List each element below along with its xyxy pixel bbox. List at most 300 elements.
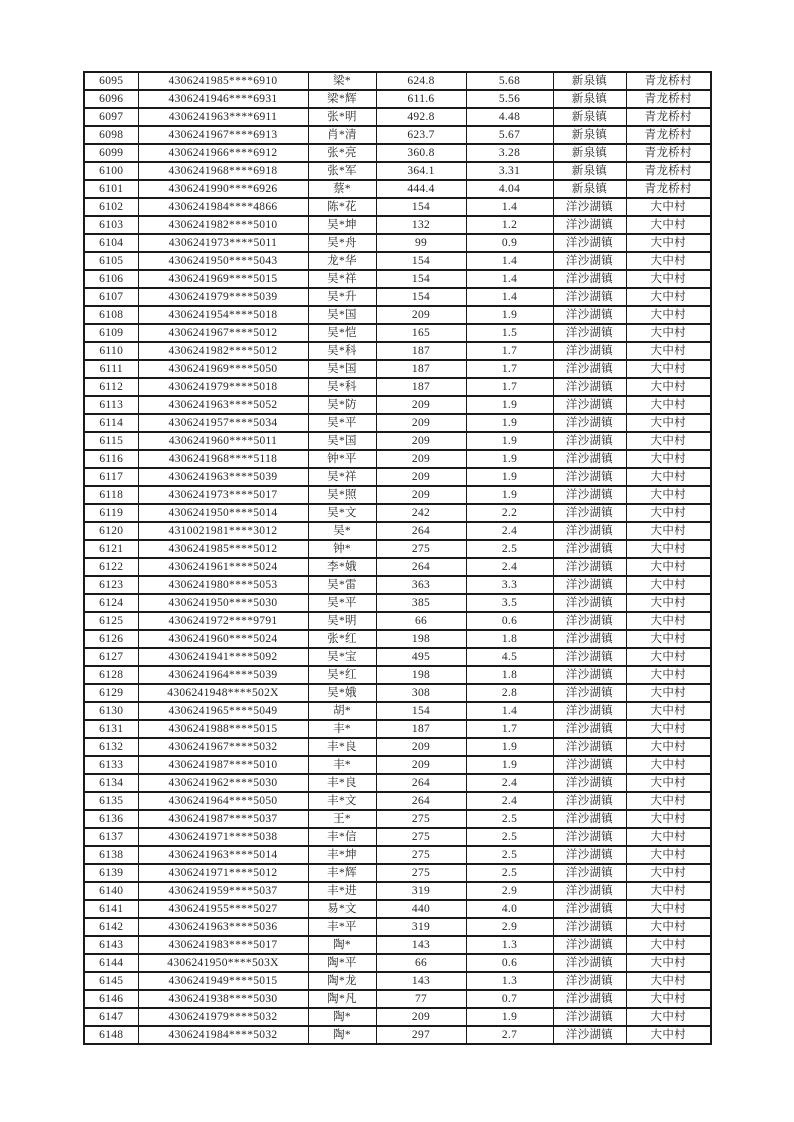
cell-seq: 6136 <box>84 810 138 828</box>
cell-seq: 6095 <box>84 72 138 90</box>
cell-amount: 198 <box>376 630 466 648</box>
table-row <box>84 1008 711 1026</box>
cell-village: 大中村 <box>626 288 711 306</box>
cell-village: 大中村 <box>626 612 711 630</box>
cell-name: 吴*科 <box>308 342 376 360</box>
cell-name: 梁*辉 <box>308 90 376 108</box>
table-row <box>84 468 711 486</box>
cell-seq: 6143 <box>84 936 138 954</box>
cell-town: 新泉镇 <box>553 108 626 126</box>
table-row <box>84 522 711 540</box>
cell-id-number: 4306241967****5012 <box>138 324 308 342</box>
cell-area: 1.8 <box>466 630 553 648</box>
table-row <box>84 162 711 180</box>
cell-id-number: 4306241938****5030 <box>138 990 308 1008</box>
cell-id-number: 4306241969****5050 <box>138 360 308 378</box>
cell-village: 大中村 <box>626 432 711 450</box>
cell-village: 大中村 <box>626 234 711 252</box>
cell-seq: 6118 <box>84 486 138 504</box>
cell-id-number: 4306241948****502X <box>138 684 308 702</box>
cell-village: 大中村 <box>626 324 711 342</box>
cell-amount: 209 <box>376 414 466 432</box>
cell-amount: 275 <box>376 828 466 846</box>
cell-seq: 6120 <box>84 522 138 540</box>
cell-area: 2.8 <box>466 684 553 702</box>
table-row <box>84 666 711 684</box>
cell-name: 吴* <box>308 522 376 540</box>
cell-seq: 6148 <box>84 1026 138 1044</box>
cell-name: 吴*娥 <box>308 684 376 702</box>
cell-seq: 6133 <box>84 756 138 774</box>
cell-seq: 6130 <box>84 702 138 720</box>
cell-town: 洋沙湖镇 <box>553 864 626 882</box>
cell-amount: 154 <box>376 288 466 306</box>
cell-amount: 154 <box>376 198 466 216</box>
cell-village: 大中村 <box>626 576 711 594</box>
table-row <box>84 504 711 522</box>
cell-id-number: 4306241979****5018 <box>138 378 308 396</box>
cell-amount: 209 <box>376 486 466 504</box>
cell-id-number: 4306241955****5027 <box>138 900 308 918</box>
table-row <box>84 270 711 288</box>
table-row <box>84 594 711 612</box>
cell-area: 1.9 <box>466 396 553 414</box>
cell-seq: 6123 <box>84 576 138 594</box>
cell-area: 1.9 <box>466 756 553 774</box>
cell-id-number: 4306241982****5012 <box>138 342 308 360</box>
cell-id-number: 4306241963****5014 <box>138 846 308 864</box>
cell-village: 大中村 <box>626 1026 711 1044</box>
cell-name: 丰*文 <box>308 792 376 810</box>
cell-town: 洋沙湖镇 <box>553 540 626 558</box>
cell-seq: 6108 <box>84 306 138 324</box>
cell-amount: 66 <box>376 954 466 972</box>
cell-name: 丰*辉 <box>308 864 376 882</box>
table-row <box>84 432 711 450</box>
cell-amount: 209 <box>376 1008 466 1026</box>
cell-amount: 624.8 <box>376 72 466 90</box>
cell-amount: 275 <box>376 540 466 558</box>
cell-id-number: 4306241982****5010 <box>138 216 308 234</box>
cell-village: 大中村 <box>626 990 711 1008</box>
cell-town: 新泉镇 <box>553 144 626 162</box>
cell-name: 易*文 <box>308 900 376 918</box>
cell-town: 新泉镇 <box>553 126 626 144</box>
table-row <box>84 648 711 666</box>
cell-town: 洋沙湖镇 <box>553 594 626 612</box>
table-row <box>84 972 711 990</box>
cell-village: 青龙桥村 <box>626 108 711 126</box>
cell-name: 吴*雷 <box>308 576 376 594</box>
cell-amount: 275 <box>376 864 466 882</box>
cell-village: 大中村 <box>626 702 711 720</box>
cell-id-number: 4306241965****5049 <box>138 702 308 720</box>
cell-area: 2.5 <box>466 540 553 558</box>
table-row <box>84 450 711 468</box>
cell-name: 陶* <box>308 1026 376 1044</box>
cell-village: 青龙桥村 <box>626 144 711 162</box>
table-row <box>84 234 711 252</box>
cell-area: 0.6 <box>466 954 553 972</box>
cell-name: 陈*花 <box>308 198 376 216</box>
cell-name: 陶*凡 <box>308 990 376 1008</box>
cell-area: 1.4 <box>466 702 553 720</box>
cell-village: 大中村 <box>626 306 711 324</box>
cell-name: 丰*进 <box>308 882 376 900</box>
cell-seq: 6117 <box>84 468 138 486</box>
cell-village: 大中村 <box>626 684 711 702</box>
cell-town: 洋沙湖镇 <box>553 1008 626 1026</box>
cell-name: 胡* <box>308 702 376 720</box>
cell-amount: 623.7 <box>376 126 466 144</box>
cell-name: 丰* <box>308 756 376 774</box>
table-row <box>84 126 711 144</box>
cell-seq: 6099 <box>84 144 138 162</box>
cell-id-number: 4306241950****5014 <box>138 504 308 522</box>
cell-id-number: 4306241967****6913 <box>138 126 308 144</box>
cell-amount: 308 <box>376 684 466 702</box>
table-row <box>84 774 711 792</box>
cell-id-number: 4306241963****5039 <box>138 468 308 486</box>
cell-seq: 6110 <box>84 342 138 360</box>
cell-amount: 209 <box>376 306 466 324</box>
cell-area: 1.9 <box>466 1008 553 1026</box>
cell-id-number: 4306241979****5039 <box>138 288 308 306</box>
cell-name: 陶* <box>308 936 376 954</box>
cell-seq: 6137 <box>84 828 138 846</box>
cell-village: 大中村 <box>626 468 711 486</box>
cell-amount: 132 <box>376 216 466 234</box>
cell-area: 3.3 <box>466 576 553 594</box>
cell-area: 1.9 <box>466 450 553 468</box>
table-row <box>84 486 711 504</box>
cell-town: 洋沙湖镇 <box>553 234 626 252</box>
cell-id-number: 4306241950****503X <box>138 954 308 972</box>
cell-village: 大中村 <box>626 720 711 738</box>
cell-seq: 6126 <box>84 630 138 648</box>
cell-name: 吴*恺 <box>308 324 376 342</box>
cell-name: 吴*红 <box>308 666 376 684</box>
cell-town: 洋沙湖镇 <box>553 882 626 900</box>
cell-town: 洋沙湖镇 <box>553 558 626 576</box>
table-row <box>84 936 711 954</box>
cell-town: 洋沙湖镇 <box>553 954 626 972</box>
cell-area: 1.4 <box>466 288 553 306</box>
cell-amount: 209 <box>376 432 466 450</box>
cell-village: 大中村 <box>626 666 711 684</box>
cell-seq: 6115 <box>84 432 138 450</box>
cell-seq: 6102 <box>84 198 138 216</box>
cell-seq: 6127 <box>84 648 138 666</box>
table-row <box>84 630 711 648</box>
table-row <box>84 306 711 324</box>
cell-seq: 6135 <box>84 792 138 810</box>
beneficiary-table <box>83 71 712 1045</box>
cell-area: 2.2 <box>466 504 553 522</box>
cell-village: 大中村 <box>626 774 711 792</box>
cell-village: 大中村 <box>626 522 711 540</box>
cell-town: 洋沙湖镇 <box>553 522 626 540</box>
cell-town: 洋沙湖镇 <box>553 972 626 990</box>
cell-name: 张*明 <box>308 108 376 126</box>
cell-id-number: 4306241973****5017 <box>138 486 308 504</box>
cell-id-number: 4306241941****5092 <box>138 648 308 666</box>
cell-id-number: 4306241964****5050 <box>138 792 308 810</box>
table-row <box>84 576 711 594</box>
cell-area: 2.5 <box>466 846 553 864</box>
cell-amount: 165 <box>376 324 466 342</box>
cell-seq: 6129 <box>84 684 138 702</box>
cell-area: 1.7 <box>466 360 553 378</box>
cell-seq: 6101 <box>84 180 138 198</box>
cell-id-number: 4306241990****6926 <box>138 180 308 198</box>
cell-town: 洋沙湖镇 <box>553 252 626 270</box>
cell-amount: 364.1 <box>376 162 466 180</box>
table-row <box>84 342 711 360</box>
cell-town: 洋沙湖镇 <box>553 324 626 342</box>
cell-town: 洋沙湖镇 <box>553 648 626 666</box>
cell-amount: 154 <box>376 252 466 270</box>
cell-id-number: 4306241962****5030 <box>138 774 308 792</box>
cell-id-number: 4306241985****6910 <box>138 72 308 90</box>
cell-area: 1.3 <box>466 972 553 990</box>
cell-village: 大中村 <box>626 486 711 504</box>
cell-name: 吴*文 <box>308 504 376 522</box>
cell-name: 丰*信 <box>308 828 376 846</box>
cell-village: 青龙桥村 <box>626 90 711 108</box>
cell-village: 大中村 <box>626 270 711 288</box>
table-row <box>84 72 711 90</box>
cell-seq: 6134 <box>84 774 138 792</box>
cell-town: 洋沙湖镇 <box>553 630 626 648</box>
cell-area: 3.28 <box>466 144 553 162</box>
cell-name: 吴*舟 <box>308 234 376 252</box>
table-row <box>84 198 711 216</box>
cell-town: 洋沙湖镇 <box>553 756 626 774</box>
cell-town: 洋沙湖镇 <box>553 666 626 684</box>
cell-id-number: 4306241972****9791 <box>138 612 308 630</box>
cell-seq: 6096 <box>84 90 138 108</box>
cell-village: 大中村 <box>626 756 711 774</box>
cell-amount: 209 <box>376 468 466 486</box>
cell-town: 洋沙湖镇 <box>553 774 626 792</box>
cell-village: 大中村 <box>626 864 711 882</box>
cell-name: 吴*祥 <box>308 468 376 486</box>
cell-amount: 143 <box>376 972 466 990</box>
cell-village: 大中村 <box>626 594 711 612</box>
cell-amount: 319 <box>376 918 466 936</box>
cell-amount: 187 <box>376 378 466 396</box>
cell-name: 吴*平 <box>308 414 376 432</box>
table-row <box>84 324 711 342</box>
cell-seq: 6114 <box>84 414 138 432</box>
table-body <box>84 72 711 1044</box>
cell-seq: 6139 <box>84 864 138 882</box>
cell-amount: 363 <box>376 576 466 594</box>
cell-amount: 154 <box>376 270 466 288</box>
cell-area: 1.7 <box>466 378 553 396</box>
cell-area: 3.31 <box>466 162 553 180</box>
cell-area: 2.9 <box>466 882 553 900</box>
table-row <box>84 864 711 882</box>
table-row <box>84 810 711 828</box>
cell-id-number: 4306241971****5038 <box>138 828 308 846</box>
cell-area: 0.6 <box>466 612 553 630</box>
cell-id-number: 4306241961****5024 <box>138 558 308 576</box>
cell-name: 张*亮 <box>308 144 376 162</box>
cell-town: 洋沙湖镇 <box>553 702 626 720</box>
cell-village: 大中村 <box>626 414 711 432</box>
table-row <box>84 558 711 576</box>
cell-village: 大中村 <box>626 1008 711 1026</box>
cell-area: 2.7 <box>466 1026 553 1044</box>
cell-amount: 264 <box>376 774 466 792</box>
cell-seq: 6131 <box>84 720 138 738</box>
cell-village: 大中村 <box>626 810 711 828</box>
cell-amount: 187 <box>376 720 466 738</box>
cell-amount: 444.4 <box>376 180 466 198</box>
cell-name: 吴*坤 <box>308 216 376 234</box>
cell-id-number: 4306241967****5032 <box>138 738 308 756</box>
cell-amount: 198 <box>376 666 466 684</box>
cell-id-number: 4306241984****4866 <box>138 198 308 216</box>
table-row <box>84 702 711 720</box>
cell-seq: 6113 <box>84 396 138 414</box>
cell-id-number: 4306241987****5010 <box>138 756 308 774</box>
cell-name: 钟*平 <box>308 450 376 468</box>
cell-area: 1.7 <box>466 342 553 360</box>
cell-village: 大中村 <box>626 540 711 558</box>
cell-id-number: 4306241950****5043 <box>138 252 308 270</box>
cell-town: 新泉镇 <box>553 90 626 108</box>
cell-seq: 6125 <box>84 612 138 630</box>
cell-village: 青龙桥村 <box>626 126 711 144</box>
cell-town: 洋沙湖镇 <box>553 936 626 954</box>
cell-seq: 6144 <box>84 954 138 972</box>
cell-name: 吴*升 <box>308 288 376 306</box>
cell-seq: 6111 <box>84 360 138 378</box>
cell-name: 丰*平 <box>308 918 376 936</box>
cell-id-number: 4306241960****5011 <box>138 432 308 450</box>
cell-amount: 264 <box>376 522 466 540</box>
cell-seq: 6107 <box>84 288 138 306</box>
cell-area: 1.4 <box>466 252 553 270</box>
cell-town: 洋沙湖镇 <box>553 378 626 396</box>
cell-area: 2.9 <box>466 918 553 936</box>
cell-village: 大中村 <box>626 360 711 378</box>
cell-name: 肖*清 <box>308 126 376 144</box>
cell-name: 梁* <box>308 72 376 90</box>
cell-town: 洋沙湖镇 <box>553 270 626 288</box>
cell-town: 洋沙湖镇 <box>553 216 626 234</box>
table-row <box>84 828 711 846</box>
cell-town: 洋沙湖镇 <box>553 396 626 414</box>
cell-id-number: 4306241960****5024 <box>138 630 308 648</box>
cell-seq: 6140 <box>84 882 138 900</box>
cell-village: 大中村 <box>626 630 711 648</box>
cell-name: 吴*明 <box>308 612 376 630</box>
cell-town: 洋沙湖镇 <box>553 900 626 918</box>
cell-area: 3.5 <box>466 594 553 612</box>
cell-village: 大中村 <box>626 396 711 414</box>
cell-amount: 66 <box>376 612 466 630</box>
cell-seq: 6138 <box>84 846 138 864</box>
table-row <box>84 414 711 432</box>
cell-amount: 492.8 <box>376 108 466 126</box>
cell-area: 1.4 <box>466 198 553 216</box>
cell-amount: 611.6 <box>376 90 466 108</box>
cell-town: 洋沙湖镇 <box>553 414 626 432</box>
table-row <box>84 792 711 810</box>
cell-town: 洋沙湖镇 <box>553 432 626 450</box>
cell-seq: 6122 <box>84 558 138 576</box>
cell-amount: 440 <box>376 900 466 918</box>
cell-name: 陶* <box>308 1008 376 1026</box>
cell-id-number: 4306241946****6931 <box>138 90 308 108</box>
cell-area: 2.4 <box>466 522 553 540</box>
cell-village: 大中村 <box>626 882 711 900</box>
cell-town: 洋沙湖镇 <box>553 828 626 846</box>
cell-area: 0.9 <box>466 234 553 252</box>
cell-town: 洋沙湖镇 <box>553 450 626 468</box>
cell-name: 陶*龙 <box>308 972 376 990</box>
cell-town: 新泉镇 <box>553 162 626 180</box>
cell-seq: 6100 <box>84 162 138 180</box>
cell-town: 新泉镇 <box>553 72 626 90</box>
cell-id-number: 4306241987****5037 <box>138 810 308 828</box>
cell-id-number: 4306241979****5032 <box>138 1008 308 1026</box>
cell-town: 洋沙湖镇 <box>553 360 626 378</box>
cell-name: 吴*国 <box>308 432 376 450</box>
cell-id-number: 4306241959****5037 <box>138 882 308 900</box>
cell-town: 洋沙湖镇 <box>553 198 626 216</box>
cell-area: 2.4 <box>466 792 553 810</box>
cell-name: 钟* <box>308 540 376 558</box>
cell-seq: 6105 <box>84 252 138 270</box>
cell-id-number: 4306241954****5018 <box>138 306 308 324</box>
cell-seq: 6097 <box>84 108 138 126</box>
cell-seq: 6104 <box>84 234 138 252</box>
cell-name: 蔡* <box>308 180 376 198</box>
cell-village: 大中村 <box>626 450 711 468</box>
cell-area: 1.3 <box>466 936 553 954</box>
cell-town: 洋沙湖镇 <box>553 288 626 306</box>
cell-id-number: 4306241968****6918 <box>138 162 308 180</box>
cell-name: 张*红 <box>308 630 376 648</box>
cell-area: 1.8 <box>466 666 553 684</box>
cell-village: 大中村 <box>626 648 711 666</box>
table-row <box>84 882 711 900</box>
cell-village: 大中村 <box>626 792 711 810</box>
cell-town: 洋沙湖镇 <box>553 990 626 1008</box>
table-row <box>84 360 711 378</box>
cell-name: 龙*华 <box>308 252 376 270</box>
cell-seq: 6106 <box>84 270 138 288</box>
cell-id-number: 4306241964****5039 <box>138 666 308 684</box>
cell-town: 洋沙湖镇 <box>553 468 626 486</box>
cell-amount: 319 <box>376 882 466 900</box>
cell-town: 洋沙湖镇 <box>553 486 626 504</box>
cell-area: 1.5 <box>466 324 553 342</box>
cell-name: 丰*良 <box>308 774 376 792</box>
cell-town: 洋沙湖镇 <box>553 342 626 360</box>
cell-village: 青龙桥村 <box>626 162 711 180</box>
cell-amount: 495 <box>376 648 466 666</box>
cell-village: 青龙桥村 <box>626 180 711 198</box>
cell-town: 洋沙湖镇 <box>553 810 626 828</box>
cell-area: 5.67 <box>466 126 553 144</box>
cell-town: 洋沙湖镇 <box>553 846 626 864</box>
